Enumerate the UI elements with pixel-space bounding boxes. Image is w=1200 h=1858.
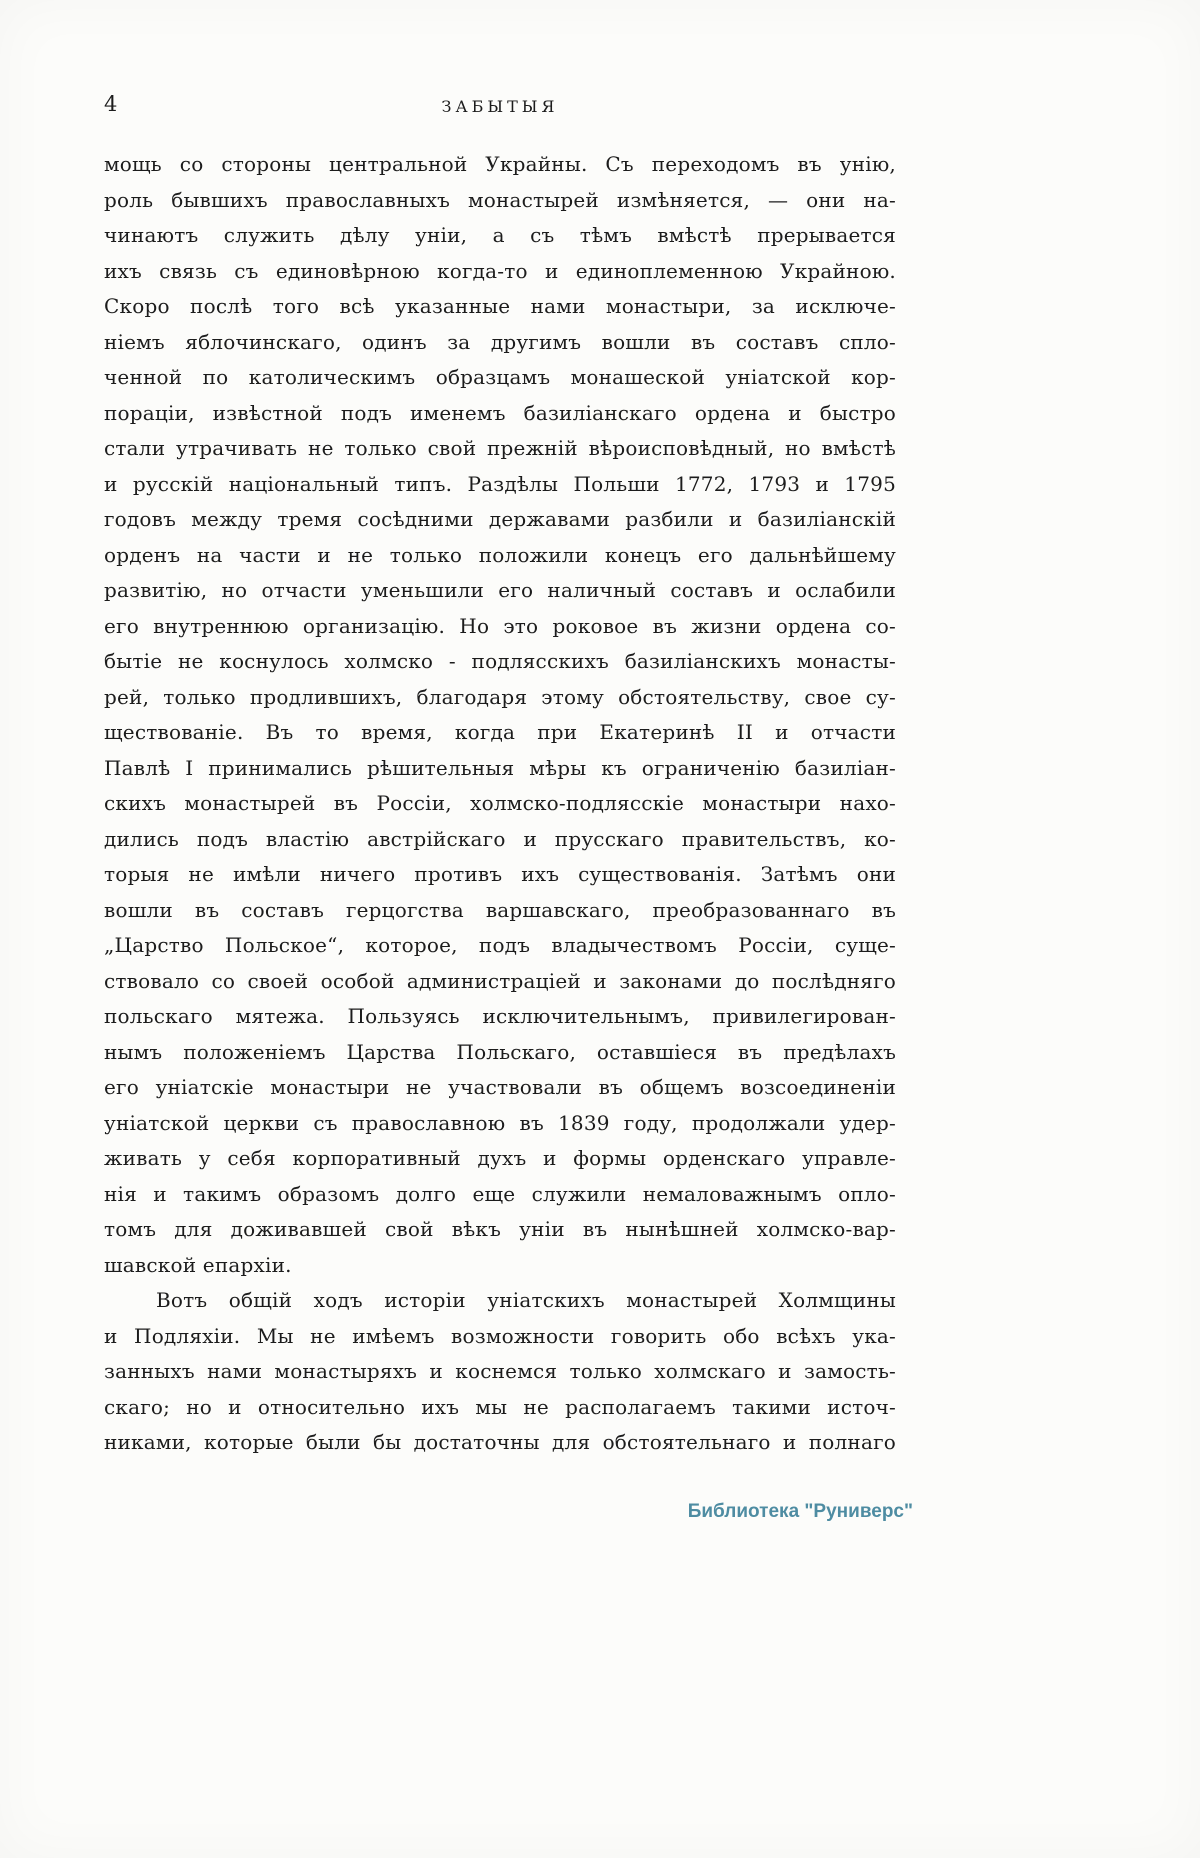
text-line: ніемъ яблочинскаго, одинъ за другимъ вошли въ составъ спло- bbox=[104, 329, 896, 354]
text-line: вошли въ составъ герцогства варшавскаго, преобразованнаго въ bbox=[104, 897, 896, 922]
text-line: нія и такимъ образомъ долго еще служили немаловажнымъ опло- bbox=[104, 1181, 896, 1206]
text-line: Павлѣ I принимались рѣшительныя мѣры къ ограниченію базиліан- bbox=[104, 755, 896, 780]
text-line: Скоро послѣ того всѣ указанные нами монастыри, за исключе- bbox=[104, 294, 896, 318]
text-body bbox=[104, 147, 896, 1461]
text-line: шавской епархіи. bbox=[104, 1252, 292, 1277]
text-line: ихъ связь съ единовѣрною когда-то и единоплеменною Украйною. bbox=[104, 258, 896, 283]
text-line: его внутреннюю организацію. Но это роковое въ жизни ордена со- bbox=[104, 613, 896, 638]
text-line: нымъ положеніемъ Царства Польскаго, оставшіеся въ предѣлахъ bbox=[104, 1039, 896, 1064]
text-line: ствовало со своей особой администраціей и законами до послѣдняго bbox=[104, 968, 896, 993]
text-line: занныхъ нами монастыряхъ и коснемся только холмскаго и замость- bbox=[104, 1359, 896, 1383]
text-line: развитію, но отчасти уменьшили его наличный составъ и ослабили bbox=[104, 578, 896, 602]
text-line: никами, которые были бы достаточны для обстоятельнаго и полнаго bbox=[104, 1430, 896, 1454]
text-line: ченной по католическимъ образцамъ монашеской уніатской кор- bbox=[104, 365, 896, 389]
text-line: скаго; но и относительно ихъ мы не располагаемъ такими источ- bbox=[104, 1394, 896, 1419]
text-line: Вотъ общій ходъ исторіи уніатскихъ монастырей Холмщины bbox=[156, 1288, 896, 1312]
text-line: живать у себя корпоративный духъ и формы орденскаго управле- bbox=[104, 1146, 896, 1170]
paragraph bbox=[104, 147, 896, 1283]
text-line: и Подляхіи. Мы не имѣемъ возможности говорить обо всѣхъ ука- bbox=[104, 1323, 896, 1348]
text-line: орденъ на части и не только положили конецъ его дальнѣйшему bbox=[104, 542, 896, 567]
text-line: томъ для доживавшей свой вѣкъ уніи въ нынѣшней холмско-вар- bbox=[104, 1217, 896, 1241]
text-line: „Царство Польское“, которое, подъ владычествомъ Россіи, суще- bbox=[104, 933, 896, 957]
page-number: 4 bbox=[104, 92, 118, 116]
text-line: роль бывшихъ православныхъ монастырей измѣняется, — они на- bbox=[104, 187, 896, 212]
text-line: годовъ между тремя сосѣдними державами разбили и базиліанскій bbox=[104, 507, 896, 531]
paragraph bbox=[104, 1283, 896, 1461]
text-line: мощь со стороны центральной Украйны. Съ переходомъ въ унію, bbox=[104, 152, 896, 176]
text-line: чинаютъ служить дѣлу уніи, а съ тѣмъ вмѣстѣ прерывается bbox=[104, 223, 896, 247]
text-line: его уніатскіе монастыри не участвовали въ общемъ возсоединеніи bbox=[104, 1075, 896, 1099]
text-line: ществованіе. Въ то время, когда при Екатеринѣ II и отчасти bbox=[104, 720, 896, 744]
library-watermark: Библиотека "Руниверс" bbox=[687, 1501, 913, 1522]
text-line: скихъ монастырей въ Россіи, холмско-подлясскіе монастыри нахо- bbox=[104, 791, 896, 815]
text-line: польскаго мятежа. Пользуясь исключительнымъ, привилегирован- bbox=[104, 1004, 896, 1028]
text-line: торыя не имѣли ничего противъ ихъ существованія. Затѣмъ они bbox=[104, 862, 896, 886]
text-line: и русскій національный типъ. Раздѣлы Польши 1772, 1793 и 1795 bbox=[104, 471, 896, 496]
text-line: стали утрачивать не только свой прежній вѣроисповѣдный, но вмѣстѣ bbox=[104, 436, 896, 460]
running-title: ЗАБЫТЫЯ bbox=[441, 97, 559, 116]
text-line: уніатской церкви съ православною въ 1839 году, продолжали удер- bbox=[104, 1110, 896, 1135]
text-line: рей, только продлившихъ, благодаря этому обстоятельству, свое су- bbox=[104, 684, 896, 709]
text-line: пораціи, извѣстной подъ именемъ базиліанскаго ордена и быстро bbox=[104, 400, 896, 425]
text-line: дились подъ властію австрійскаго и прусскаго правительствъ, ко- bbox=[104, 826, 896, 851]
text-line: бытіе не коснулось холмско - подлясскихъ базиліанскихъ монасты- bbox=[104, 649, 896, 673]
